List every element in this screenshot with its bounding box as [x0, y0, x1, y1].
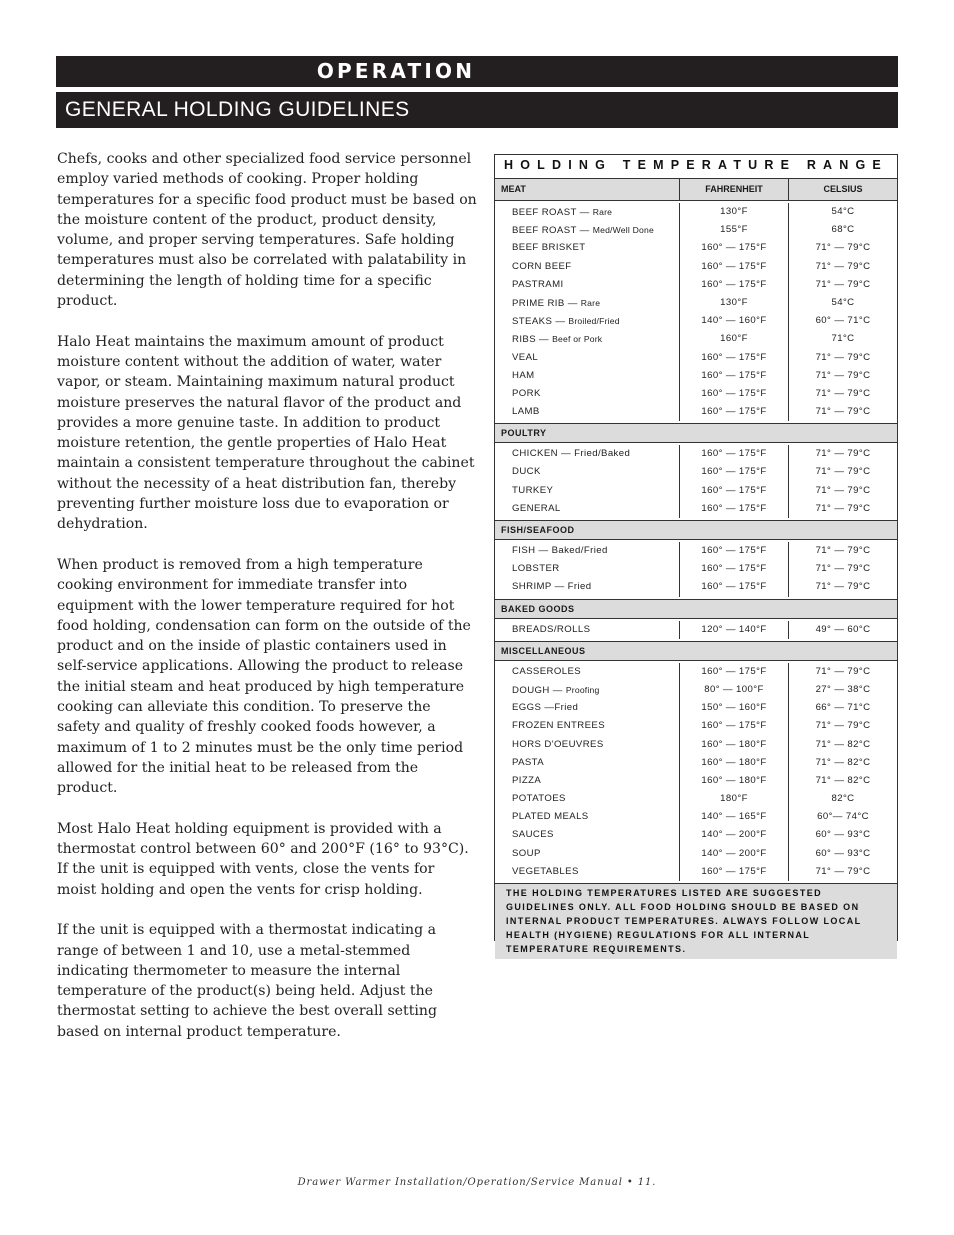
fahrenheit-value: 160° — 180°F — [701, 738, 767, 750]
food-item-name — [495, 294, 679, 312]
celsius-value: 60° — 93°C — [815, 829, 871, 841]
food-item-label: HORS D'OEUVRES — [512, 738, 604, 750]
fahrenheit-value: 180°F — [720, 793, 748, 805]
food-item-label: GENERAL — [512, 502, 561, 514]
fahrenheit-value: 160° — 175°F — [701, 665, 767, 677]
fahrenheit-value: 160° — 175°F — [701, 242, 767, 254]
category-miscellaneous: MISCELLANEOUS — [495, 641, 897, 661]
food-item-name — [495, 863, 679, 881]
celsius-value: 71° — 79°C — [815, 260, 871, 272]
food-item-label: PASTRAMI — [512, 278, 564, 290]
celsius-column — [789, 663, 897, 881]
food-item-name — [495, 542, 679, 560]
food-item-label: BEEF BRISKET — [512, 242, 586, 254]
table-title: HOLDING TEMPERATURE RANGE — [504, 158, 888, 172]
celsius-value: 71° — 79°C — [815, 720, 871, 732]
food-item-name — [495, 578, 679, 596]
fahrenheit-value: 140° — 200°F — [701, 829, 767, 841]
food-item-name — [495, 754, 679, 772]
food-item-name — [495, 681, 679, 699]
celsius-value: 60° — 71°C — [815, 315, 871, 327]
food-item-name — [495, 385, 679, 403]
fahrenheit-column — [680, 663, 789, 881]
food-name-column — [495, 621, 680, 639]
fahrenheit-value: 160° — 180°F — [701, 756, 767, 768]
food-item-name — [495, 621, 679, 639]
fahrenheit-value: 160° — 175°F — [701, 563, 767, 575]
fahrenheit-value: 160° — 175°F — [701, 278, 767, 290]
celsius-value: 71° — 82°C — [815, 774, 871, 786]
body-paragraph: When product is removed from a high temperature cooking environment for immediate transfer into equipment with the lower temperature required for hot food holding, condensation can form on the outside of the product and on the inside of plastic containers used in self-service applications. Allowing the product to release the initial steam and heat produced by high temperature cooking can alleviate this condition. To preserve the safety and quality of freshly cooked foods however, a maximum of 1 to 2 minutes must be the only time period allowed for the initial heat to be released from the product. — [57, 556, 471, 797]
food-item-name — [495, 445, 679, 463]
fahrenheit-value: 160° — 175°F — [701, 581, 767, 593]
fahrenheit-value: 130°F — [720, 296, 748, 308]
food-item-name — [495, 312, 679, 330]
food-item-label: VEAL — [512, 351, 539, 363]
food-item-label: CORN BEEF — [512, 260, 572, 272]
fahrenheit-value: 160° — 175°F — [701, 865, 767, 877]
celsius-value: 71° — 79°C — [815, 865, 871, 877]
celsius-column — [789, 203, 897, 421]
group-meat — [495, 201, 897, 423]
celsius-value: 71° — 79°C — [815, 351, 871, 363]
food-item-name — [495, 826, 679, 844]
food-item-name — [495, 482, 679, 500]
food-item-label: PIZZA — [512, 774, 542, 786]
food-item-label: CASSEROLES — [512, 665, 582, 677]
fahrenheit-value: 160° — 175°F — [701, 260, 767, 272]
food-item-label: SOUP — [512, 847, 541, 859]
celsius-column — [789, 621, 897, 639]
food-item-label: DOUGH — — [512, 684, 566, 696]
group-baked-goods — [495, 619, 897, 641]
food-item-preparation: Rare — [592, 207, 613, 217]
food-item-label: LOBSTER — [512, 563, 560, 575]
celsius-value: 71° — 79°C — [815, 545, 871, 556]
celsius-value: 71°C — [831, 333, 855, 345]
food-item-label: TURKEY — [512, 484, 554, 496]
category-baked-goods: BAKED GOODS — [495, 599, 897, 619]
celsius-value: 71° — 79°C — [815, 466, 871, 478]
fahrenheit-value: 130°F — [720, 206, 748, 217]
body-paragraph: Halo Heat maintains the maximum amount of product moisture content without the addition of water, water vapor, or steam. Maintaining maximum natural product moisture preserves the natural flavor of the product and provides a more genuine taste. In addition to product moisture retention, the gentle properties of Halo Heat maintain a consistent temperature throughout the cabinet without the necessity of a heat distribution fan, thereby preventing further moisture loss due to evaporation or dehydration. — [57, 333, 475, 533]
food-item-name — [495, 276, 679, 294]
body-paragraph: Most Halo Heat holding equipment is provided with a thermostat control between 60° and 200°F (16° to 93°C). If the unit is equipped with vents, close the vents for moist holding and open the vents for crisp holding. — [57, 820, 469, 898]
fahrenheit-value: 160° — 175°F — [701, 448, 767, 460]
section-header-operation: OPERATION — [56, 56, 898, 87]
celsius-value: 54°C — [831, 296, 855, 308]
meat-category-label: MEAT — [495, 179, 680, 200]
food-item-name — [495, 790, 679, 808]
food-item-label: SHRIMP — Fried — [512, 581, 592, 593]
food-item-name — [495, 367, 679, 385]
holding-temperature-table — [494, 154, 898, 955]
food-item-name — [495, 203, 679, 221]
body-paragraph: Chefs, cooks and other specialized food service personnel employ varied methods of cooking. Proper holding temperatures for a specific food product must be based on the moisture content of the product, product density, volume, and proper serving temperatures. Safe holding temperatures must also be correlated with palatability in determining the length of holding time for a specific product. — [57, 151, 477, 310]
food-item-label: HAM — [512, 369, 535, 381]
celsius-value: 71° — 79°C — [815, 387, 871, 399]
body-paragraph: If the unit is equipped with a thermostat indicating a range of between 1 and 10, use a metal-stemmed indicating thermometer to measure the internal temperature of the product(s) being held. Adjust the thermostat setting to achieve the best overall setting based on internal product temperature. — [57, 922, 437, 1040]
celsius-value: 71° — 79°C — [815, 563, 871, 575]
celsius-value: 54°C — [831, 206, 855, 217]
food-item-label: VEGETABLES — [512, 865, 579, 877]
category-poultry: POULTRY — [495, 423, 897, 443]
celsius-column — [789, 445, 897, 518]
page-title: GENERAL HOLDING GUIDELINES — [56, 92, 898, 128]
fahrenheit-value: 160° — 180°F — [701, 774, 767, 786]
food-item-label: BREADS/ROLLS — [512, 623, 591, 635]
food-item-label: EGGS —Fried — [512, 702, 579, 714]
food-item-name — [495, 258, 679, 276]
food-item-label: CHICKEN — Fried/Baked — [512, 448, 631, 460]
fahrenheit-value: 120° — 140°F — [701, 623, 767, 635]
food-item-label: RIBS — — [512, 334, 553, 346]
celsius-value: 60°— 74°C — [817, 811, 869, 823]
food-item-name — [495, 736, 679, 754]
celsius-value: 71° — 79°C — [815, 502, 871, 514]
celsius-value: 71° — 79°C — [815, 581, 871, 593]
celsius-value: 60° — 93°C — [815, 847, 871, 859]
celsius-value: 71° — 79°C — [815, 406, 871, 418]
fahrenheit-value: 160° — 175°F — [701, 545, 767, 556]
celsius-value: 71° — 79°C — [815, 242, 871, 254]
celsius-value: 71° — 82°C — [815, 738, 871, 750]
celsius-value: 68°C — [831, 224, 855, 236]
food-item-label: PORK — [512, 387, 541, 399]
food-item-preparation: Broiled/Fried — [568, 316, 620, 327]
celsius-column-header: CELSIUS — [823, 184, 863, 194]
fahrenheit-value: 160° — 175°F — [701, 502, 767, 514]
food-item-label: STEAKS — — [512, 316, 569, 328]
food-item-name — [495, 221, 679, 239]
food-name-column — [495, 203, 680, 421]
food-item-label: FISH — Baked/Fried — [512, 545, 608, 556]
food-item-name — [495, 463, 679, 481]
fahrenheit-column — [680, 621, 789, 639]
fahrenheit-column — [680, 542, 789, 597]
food-item-name — [495, 808, 679, 826]
celsius-column — [789, 542, 897, 597]
food-item-name — [495, 772, 679, 790]
table-note: THE HOLDING TEMPERATURES LISTED ARE SUGGESTED GUIDELINES ONLY. ALL FOOD HOLDING SHOULD BE BASED ON INTERNAL PRODUCT TEMPERATURES. ALWAYS FOLLOW LOCAL HEALTH (HYGIENE) REGULATIONS FOR ALL INTERNAL TEMPERATURE REQUIREMENTS. — [495, 883, 897, 959]
fahrenheit-value: 155°F — [720, 224, 748, 236]
fahrenheit-column — [680, 203, 789, 421]
food-item-name — [495, 239, 679, 257]
food-item-label: PLATED MEALS — [512, 811, 589, 823]
fahrenheit-value: 80° — 100°F — [704, 683, 764, 695]
food-item-name — [495, 403, 679, 421]
celsius-value: 71° — 79°C — [815, 448, 871, 460]
group-fish-seafood — [495, 540, 897, 599]
table-header-row — [495, 178, 897, 201]
fahrenheit-value: 160° — 175°F — [701, 484, 767, 496]
food-item-name — [495, 663, 679, 681]
celsius-value: 71° — 79°C — [815, 484, 871, 496]
food-item-label: FROZEN ENTREES — [512, 720, 606, 732]
fahrenheit-value: 160° — 175°F — [701, 351, 767, 363]
food-item-label: PASTA — [512, 756, 545, 768]
food-item-preparation: Med/Well Done — [592, 225, 654, 236]
celsius-value: 71° — 82°C — [815, 756, 871, 768]
fahrenheit-value: 160°F — [720, 333, 748, 345]
fahrenheit-value: 140° — 165°F — [701, 811, 767, 823]
fahrenheit-column — [680, 445, 789, 518]
celsius-value: 71° — 79°C — [815, 665, 871, 677]
food-item-label: POTATOES — [512, 793, 566, 805]
food-item-label: PRIME RIB — — [512, 297, 581, 309]
fahrenheit-value: 160° — 175°F — [701, 406, 767, 418]
food-item-label: LAMB — [512, 406, 540, 418]
fahrenheit-value: 160° — 175°F — [701, 466, 767, 478]
food-item-preparation: Beef or Pork — [552, 334, 603, 345]
celsius-value: 71° — 79°C — [815, 278, 871, 290]
group-poultry — [495, 443, 897, 520]
fahrenheit-value: 160° — 175°F — [701, 369, 767, 381]
food-item-label: BEEF ROAST — — [512, 207, 593, 218]
celsius-value: 49° — 60°C — [815, 623, 871, 635]
celsius-value: 27° — 38°C — [815, 683, 871, 695]
food-item-name — [495, 560, 679, 578]
category-fish-seafood: FISH/SEAFOOD — [495, 520, 897, 540]
food-item-name — [495, 717, 679, 735]
celsius-value: 66° — 71°C — [815, 702, 871, 714]
food-item-preparation: Rare — [580, 297, 601, 308]
food-name-column — [495, 663, 680, 881]
food-item-label: DUCK — [512, 466, 541, 478]
fahrenheit-value: 160° — 175°F — [701, 387, 767, 399]
food-item-label: SAUCES — [512, 829, 554, 841]
fahrenheit-column-header: FAHRENHEIT — [680, 179, 789, 200]
fahrenheit-value: 140° — 160°F — [701, 315, 767, 327]
celsius-value: 71° — 79°C — [815, 369, 871, 381]
food-name-column — [495, 542, 680, 597]
food-name-column — [495, 445, 680, 518]
fahrenheit-value: 140° — 200°F — [701, 847, 767, 859]
food-item-name — [495, 349, 679, 367]
celsius-value: 82°C — [831, 793, 855, 805]
food-item-name — [495, 699, 679, 717]
body-text — [57, 149, 477, 1062]
food-item-name — [495, 845, 679, 863]
food-item-name — [495, 330, 679, 348]
food-item-label: BEEF ROAST — — [512, 225, 593, 237]
food-item-preparation: Proofing — [565, 684, 600, 695]
fahrenheit-value: 150° — 160°F — [701, 702, 767, 714]
page-footer: Drawer Warmer Installation/Operation/Service Manual • 11. — [297, 1177, 657, 1188]
food-item-name — [495, 500, 679, 518]
fahrenheit-value: 160° — 175°F — [701, 720, 767, 732]
group-miscellaneous — [495, 661, 897, 883]
